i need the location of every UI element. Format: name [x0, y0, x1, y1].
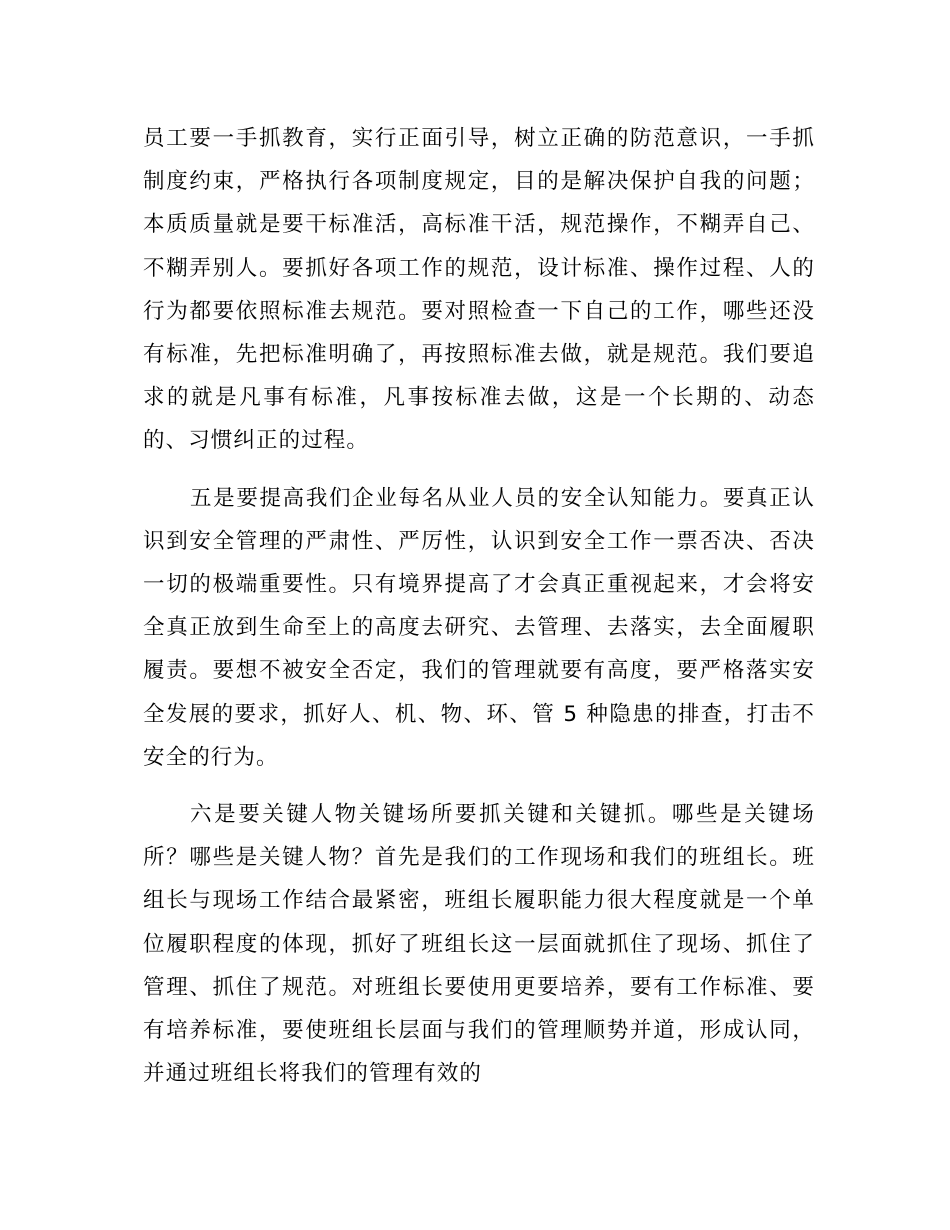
paragraph-point-five: 五是要提高我们企业每名从业人员的安全认知能力。要真正认识到安全管理的严肃性、严厉性，认识到安全工作一票否决、否决一切的极端重要性。只有境界提高了才会真正重视起来，才会将安全真正放到生命至上的高度去研究、去管理、去落实，去全面履职履责。要想不被安全否定，我们的管理就要有高度，要严格落实安全发展的要求，抓好人、机、物、环、管 5 种隐患的排查，打击不安全的行为。: [143, 485, 815, 770]
paragraph-point-six: 六是要关键人物关键场所要抓关键和关键抓。哪些是关键场所？哪些是关键人物？首先是我们的工作现场和我们的班组长。班组长与现场工作结合最紧密，班组长履职能力很大程度就是一个单位履职程度的体现，抓好了班组长这一层面就抓住了现场、抓住了管理、抓住了规范。对班组长要使用更要培养，要有工作标准、要有培养标准，要使班组长层面与我们的管理顺势并道，形成认同，并通过班组长将我们的管理有效的: [143, 802, 815, 1087]
document-page: [143, 117, 815, 1095]
paragraph-continuation: 员工要一手抓教育，实行正面引导，树立正确的防范意识，一手抓制度约束，严格执行各项制度规定，目的是解决保护自我的问题；本质质量就是要干标准活，高标准干活，规范操作，不糊弄自己、不糊弄别人。要抓好各项工作的规范，设计标准、操作过程、人的行为都要依照标准去规范。要对照检查一下自己的工作，哪些还没有标准，先把标准明确了，再按照标准去做，就是规范。我们要追求的就是凡事有标准，凡事按标准去做，这是一个长期的、动态的、习惯纠正的过程。: [143, 126, 815, 454]
